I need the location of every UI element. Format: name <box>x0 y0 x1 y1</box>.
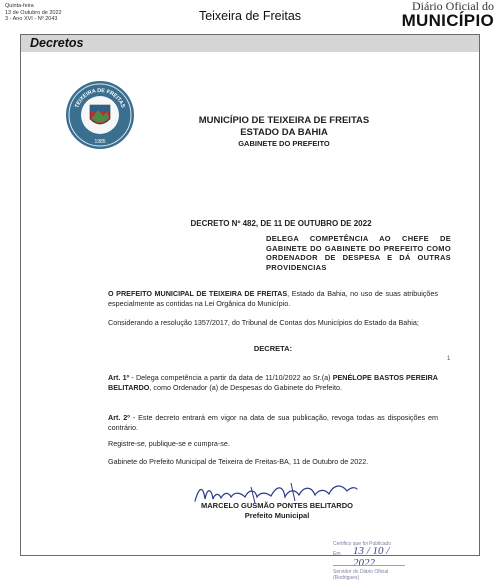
header-city: Teixeira de Freitas <box>198 9 302 23</box>
document-frame <box>20 34 480 581</box>
section-bar <box>21 35 479 52</box>
seal-year: 1985 <box>94 139 106 145</box>
place-date-line: Gabinete do Prefeito Municipal de Teixeira de Freitas-BA, 11 de Outubro de 2022. <box>108 457 369 466</box>
brand-main-text: MUNICÍPIO <box>401 11 494 30</box>
org-office: GABINETE DO PREFEITO <box>238 139 330 148</box>
seal-ring-text: TEIXEIRA DE FREITAS <box>74 87 126 109</box>
considering-paragraph: Considerando a resolução 1357/2017, do Tribunal de Contas dos Municípios do Estado da Bahia; <box>108 318 419 327</box>
signer-role: Prefeito Municipal <box>244 510 310 520</box>
signer-block <box>177 501 377 520</box>
brand-top-text: Diário Oficial do <box>412 0 494 13</box>
stamp-line-1: Certifico que foi Publicado <box>333 541 392 547</box>
publish-clause: Registre-se, publique-se e cumpra-se. <box>108 439 230 448</box>
decreta-heading: DECRETA: <box>253 344 293 353</box>
article-1-rest: , como Ordenador (a) de Despesas do Gabinete do Prefeito. <box>149 382 342 392</box>
section-title: Decretos <box>30 36 84 50</box>
header-date: 13 de Outubro de 2022 <box>5 9 62 16</box>
header-meta <box>5 3 62 23</box>
stamp-line-3: Servidor do Diário Oficial (Rodrigues) <box>333 569 389 581</box>
header-weekday: Quinta-feira <box>5 3 34 9</box>
article-1-text: - Delega competência a partir da data de 11/10/2022 ao Sr.(a) <box>129 373 333 382</box>
signer-name: MARCELO GUSMÃO PONTES BELITARDO <box>201 501 353 510</box>
article-1-label: Art. 1º <box>108 373 130 382</box>
header-edition: 3 - Ano XVI - Nº 2043 <box>5 16 58 22</box>
preamble-text: , Estado da Bahia, no uso de suas atribuições especialmente as contidas na Lei Orgânica do Município. <box>108 289 438 308</box>
article-2 <box>108 413 438 432</box>
article-2-label: Art. 2º <box>108 413 130 422</box>
org-municipality: MUNICÍPIO DE TEIXEIRA DE FREITAS <box>198 115 370 126</box>
decree-ementa: DELEGA COMPETÊNCIA AO CHEFE DE GABINETE DO GABINETE DO PREFEITO COMO ORDENADOR DE DESPESA E DÁ OUTRAS PROVIDENCIAS <box>266 234 451 272</box>
brand-logo <box>402 0 494 29</box>
preamble-paragraph <box>108 289 438 308</box>
page-mark: 1 <box>447 356 451 362</box>
decree-title: DECRETO Nº 482, DE 11 DE OUTUBRO DE 2022 <box>190 219 372 228</box>
publication-stamp <box>327 541 413 581</box>
article-2-text: - Este decreto entrará em vigor na data de sua publicação, revoga todas as disposições em contrário. <box>108 413 439 432</box>
article-1-name: PENÉLOPE BASTOS PEREIRA BELITARDO <box>108 373 438 392</box>
org-state: ESTADO DA BAHIA <box>240 127 328 138</box>
municipal-seal-icon <box>64 79 136 151</box>
org-heading <box>177 115 391 149</box>
stamp-line-2: Em <box>333 551 341 557</box>
stamp-date: 13 / 10 / 2022 <box>353 545 390 569</box>
stamp-signature-line <box>333 565 405 566</box>
article-1 <box>108 373 438 392</box>
preamble-authority: O PREFEITO MUNICIPAL DE TEIXEIRA DE FREITAS <box>108 289 288 298</box>
